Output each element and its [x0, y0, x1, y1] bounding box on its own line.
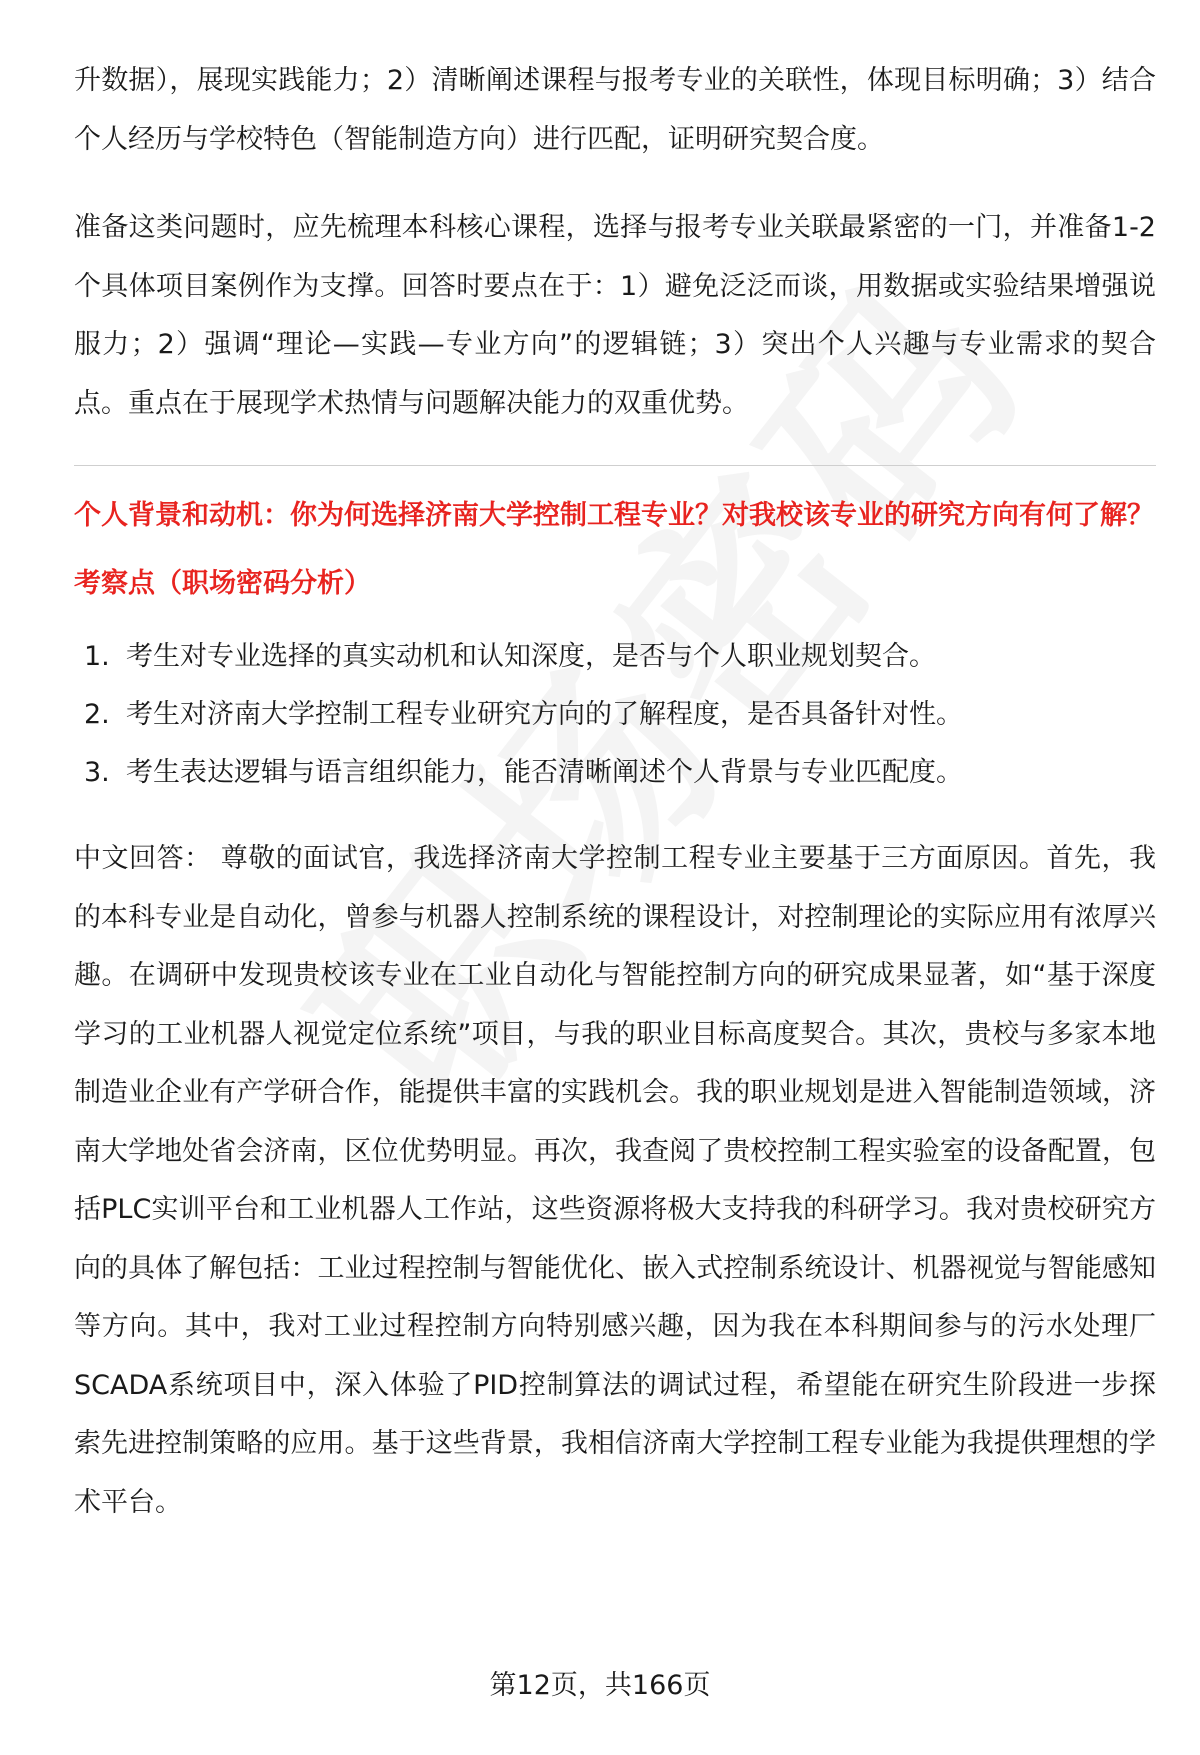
list-item-text: 考生对专业选择的真实动机和认知深度，是否与个人职业规划契合。 — [126, 641, 936, 672]
list-item — [74, 744, 1156, 802]
page-number-footer: 第12页，共166页 — [489, 1670, 711, 1701]
document-page — [74, 52, 1156, 1532]
list-item-number: 1. — [84, 641, 110, 672]
list-item-text: 考生对济南大学控制工程专业研究方向的了解程度，是否具备针对性。 — [126, 699, 963, 730]
question-title: 个人背景和动机：你为何选择济南大学控制工程专业？对我校该专业的研究方向有何了解？ — [74, 500, 1154, 531]
list-item-text: 考生表达逻辑与语言组织能力，能否清晰阐述个人背景与专业匹配度。 — [126, 757, 963, 788]
section-divider — [74, 465, 1156, 466]
intro-paragraph-1: 升数据），展现实践能力；2）清晰阐述课程与报考专业的关联性，体现目标明确；3）结合个人经历与学校特色（智能制造方向）进行匹配，证明研究契合度。 — [74, 65, 1156, 155]
list-item-number: 3. — [84, 757, 110, 788]
answer-paragraph: 中文回答： 尊敬的面试官，我选择济南大学控制工程专业主要基于三方面原因。首先，我的本科专业是自动化，曾参与机器人控制系统的课程设计，对控制理论的实际应用有浓厚兴趣。在调研中发现贵校该专业在工业自动化与智能控制方向的研究成果显著，如“基于深度学习的工业机器人视觉定位系统”项目，与我的职业目标高度契合。其次，贵校与多家本地制造业企业有产学研合作，能提供丰富的实践机会。我的职业规划是进入智能制造领域，济南大学地处省会济南，区位优势明显。再次，我查阅了贵校控制工程实验室的设备配置，包括PLC实训平台和工业机器人工作站，这些资源将极大支持我的科研学习。我对贵校研究方向的具体了解包括：工业过程控制与智能优化、嵌入式控制系统设计、机器视觉与智能感知等方向。其中，我对工业过程控制方向特别感兴趣，因为我在本科期间参与的污水处理厂SCADA系统项目中，深入体验了PID控制算法的调试过程，希望能在研究生阶段进一步探索先进控制策略的应用。基于这些背景，我相信济南大学控制工程专业能为我提供理想的学术平台。 — [74, 843, 1156, 1518]
list-item — [74, 628, 1156, 686]
assessment-subheading: 考察点（职场密码分析） — [74, 568, 371, 599]
list-item — [74, 686, 1156, 744]
intro-paragraph-2: 准备这类问题时，应先梳理本科核心课程，选择与报考专业关联最紧密的一门，并准备1-2个具体项目案例作为支撑。回答时要点在于：1）避免泛泛而谈，用数据或实验结果增强说服力；2）强调“理论—实践—专业方向”的逻辑链；3）突出个人兴趣与专业需求的契合点。重点在于展现学术热情与问题解决能力的双重优势。 — [74, 212, 1156, 419]
assessment-points-list — [74, 628, 1156, 802]
list-item-number: 2. — [84, 699, 110, 730]
